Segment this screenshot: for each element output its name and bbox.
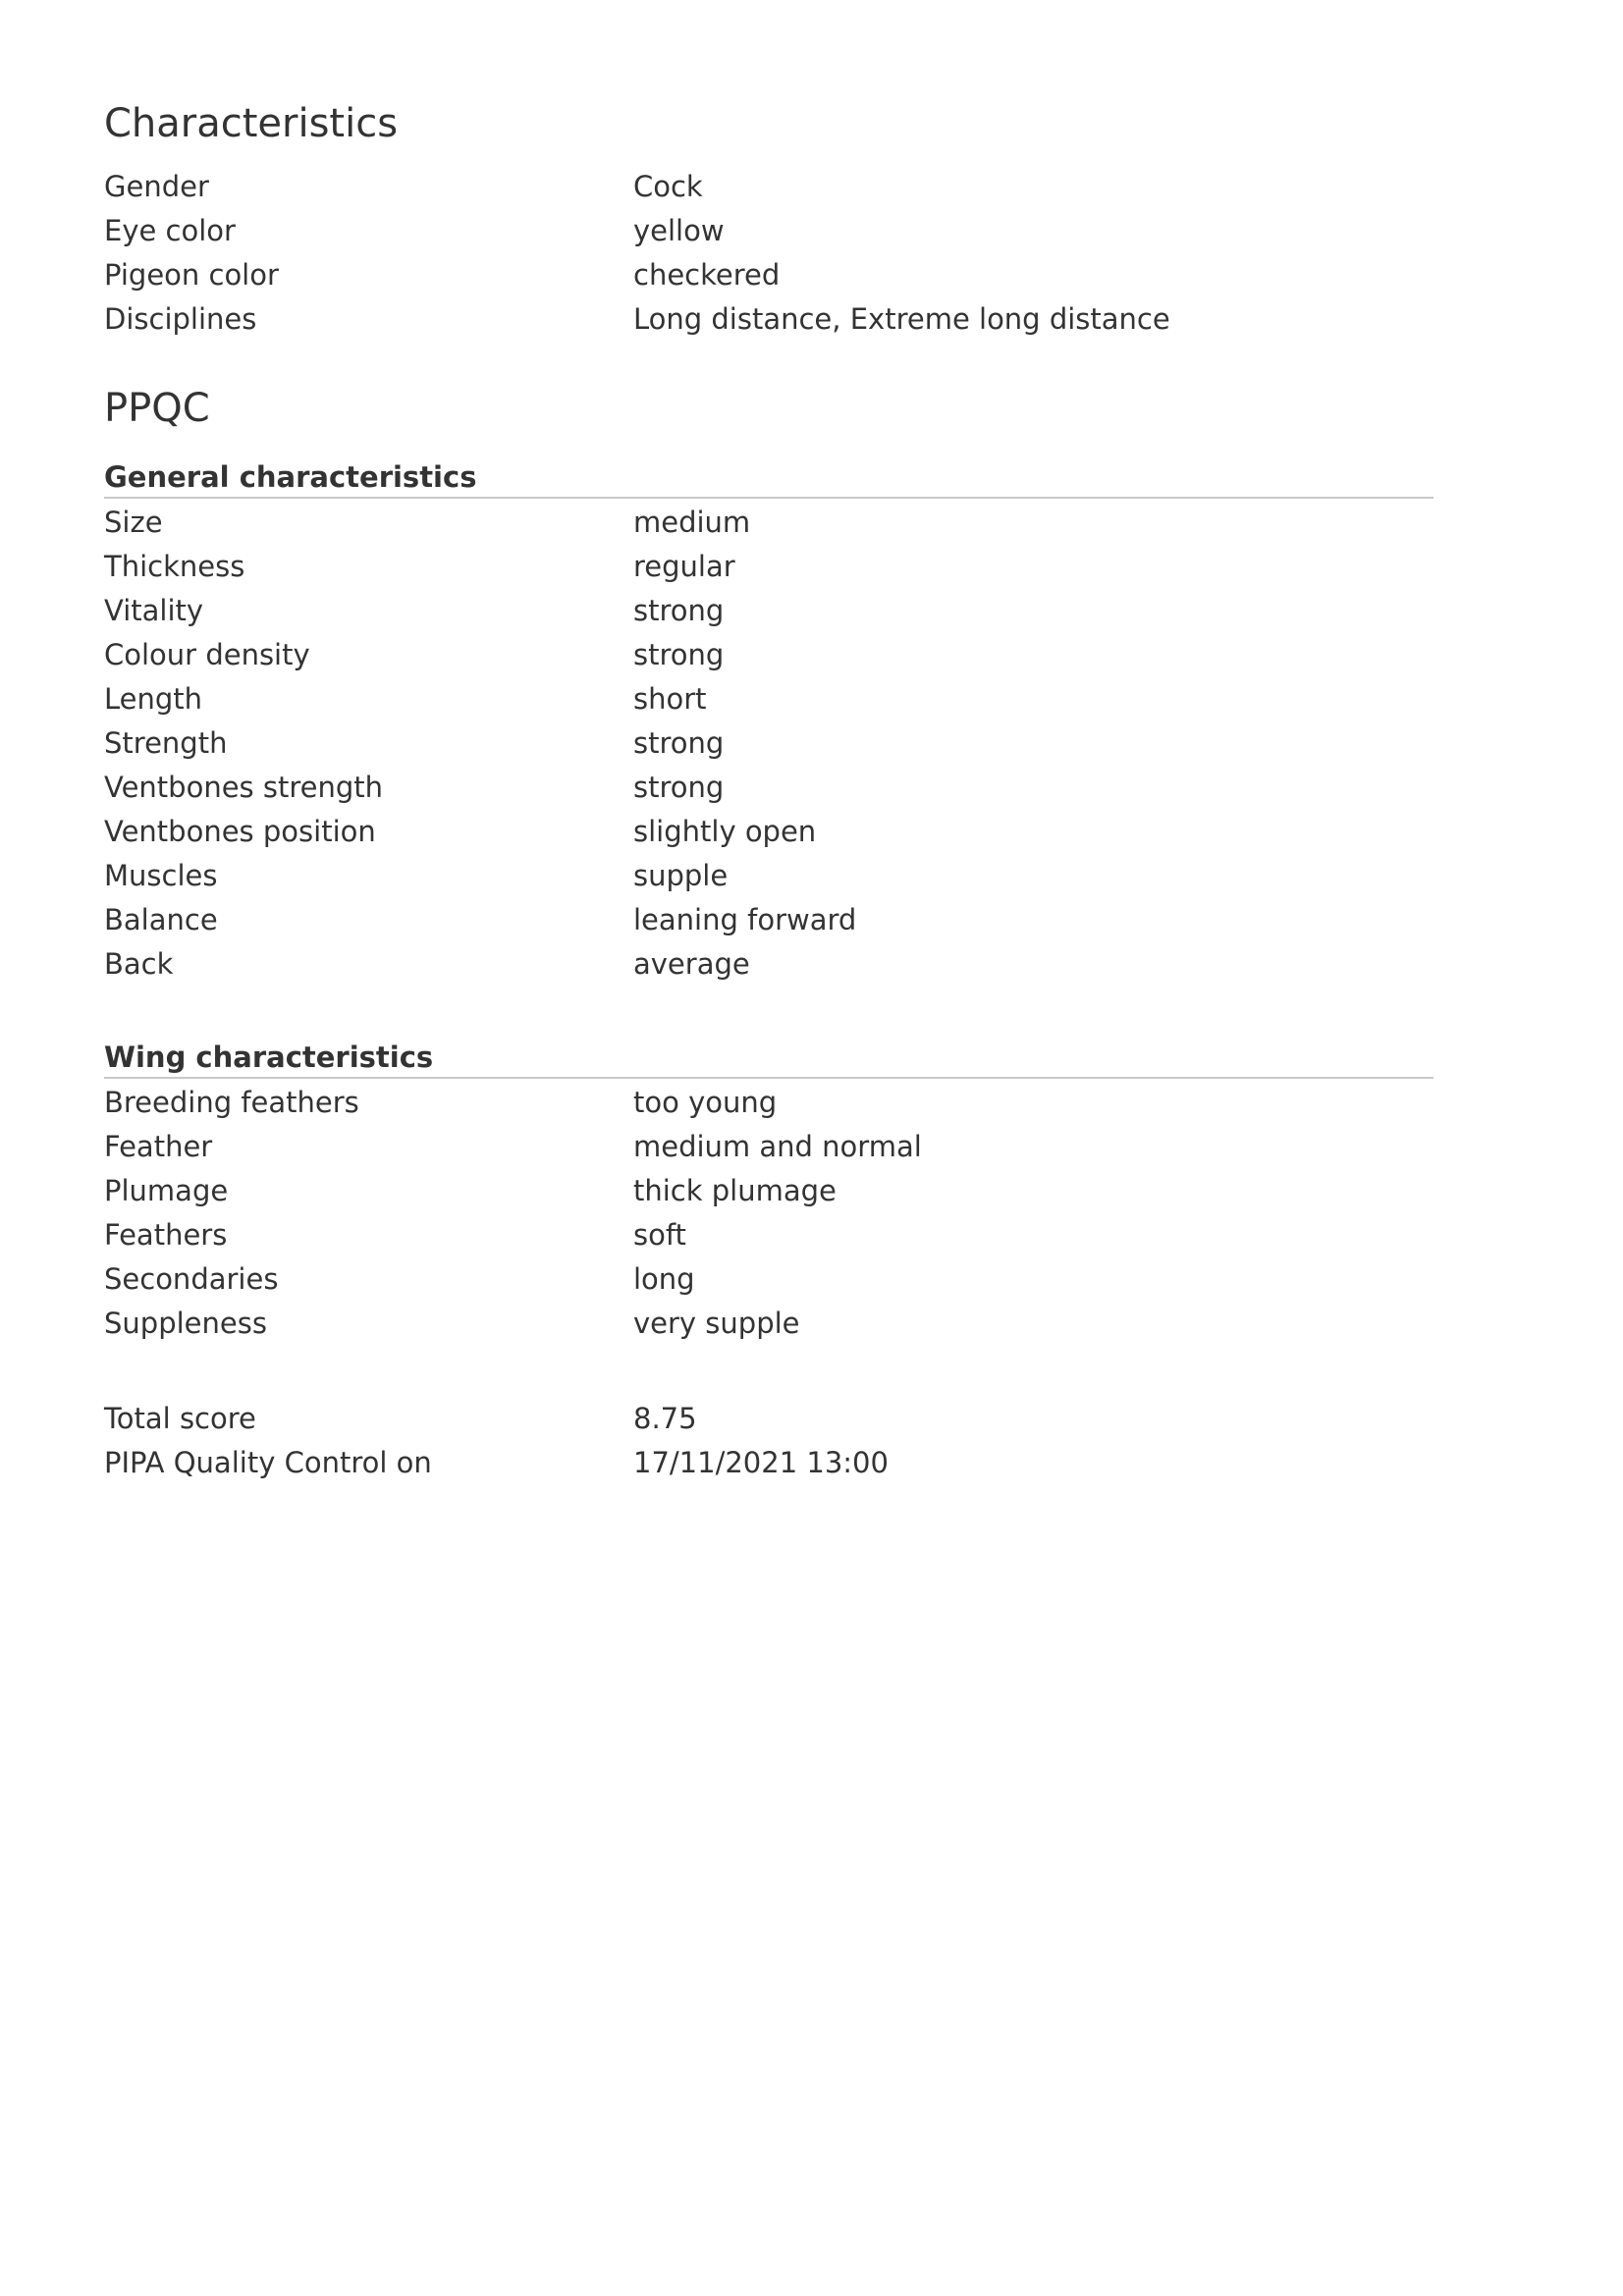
characteristic-row-pigeon-color [104,253,1430,297]
document-page [104,96,1430,1485]
total-score-row [104,1397,1430,1441]
row-value: medium [633,506,751,539]
row-label: Disciplines [104,302,257,336]
row-value: too young [633,1086,778,1119]
row-value: Long distance, Extreme long distance [633,302,1170,336]
row-label: Strength [104,726,228,760]
table-row [104,545,1430,589]
row-label: Secondaries [104,1262,279,1296]
row-label: Plumage [104,1174,229,1207]
row-value: soft [633,1218,686,1252]
table-row [104,810,1430,854]
characteristics-table [104,165,1430,342]
row-value: strong [633,638,725,671]
row-label: Colour density [104,638,310,671]
quality-control-date-row [104,1441,1430,1485]
table-row [104,1302,1430,1346]
row-label: Length [104,682,203,716]
table-row [104,1081,1430,1125]
table-row [104,1125,1430,1169]
row-value: strong [633,594,725,627]
row-label: Balance [104,903,218,936]
row-value: thick plumage [633,1174,837,1207]
row-value: yellow [633,214,725,247]
row-label: Back [104,947,174,981]
characteristic-row-gender [104,165,1430,209]
row-label: Breeding feathers [104,1086,359,1119]
row-label: Total score [104,1402,256,1435]
row-value: strong [633,726,725,760]
table-row [104,721,1430,766]
row-value: checkered [633,258,781,292]
characteristic-row-disciplines [104,297,1430,342]
row-value: regular [633,550,735,583]
row-value: leaning forward [633,903,857,936]
characteristic-row-eye-color [104,209,1430,253]
table-row [104,501,1430,545]
row-label: Thickness [104,550,245,583]
table-row [104,766,1430,810]
summary-table [104,1397,1430,1485]
row-value: supple [633,859,729,892]
quality-control-date-value: 17/11/2021 13:00 [633,1446,889,1479]
wing-characteristics-table [104,1081,1430,1346]
general-characteristics-table [104,501,1430,987]
row-label: Ventbones position [104,815,376,848]
row-value: very supple [633,1307,800,1340]
row-label: Suppleness [104,1307,267,1340]
row-label: Eye color [104,214,236,247]
row-value: medium and normal [633,1130,922,1163]
row-value: Cock [633,170,703,203]
row-label: PIPA Quality Control on [104,1446,432,1479]
row-label: Muscles [104,859,218,892]
table-row [104,942,1430,987]
general-characteristics-heading: General characteristics [104,457,1434,499]
total-score-value: 8.75 [633,1402,697,1435]
table-row [104,589,1430,633]
table-row [104,1213,1430,1257]
table-row [104,1169,1430,1213]
row-label: Vitality [104,594,204,627]
table-row [104,633,1430,677]
row-label: Pigeon color [104,258,279,292]
ppqc-heading: PPQC [104,386,210,431]
row-value: strong [633,771,725,804]
row-label: Ventbones strength [104,771,384,804]
row-value: long [633,1262,695,1296]
row-label: Gender [104,170,209,203]
wing-characteristics-heading: Wing characteristics [104,1038,1434,1079]
row-label: Feathers [104,1218,228,1252]
table-row [104,677,1430,721]
row-value: average [633,947,750,981]
table-row [104,898,1430,942]
row-label: Feather [104,1130,213,1163]
row-value: slightly open [633,815,817,848]
row-value: short [633,682,707,716]
characteristics-heading: Characteristics [104,101,399,146]
row-label: Size [104,506,163,539]
table-row [104,854,1430,898]
table-row [104,1257,1430,1302]
